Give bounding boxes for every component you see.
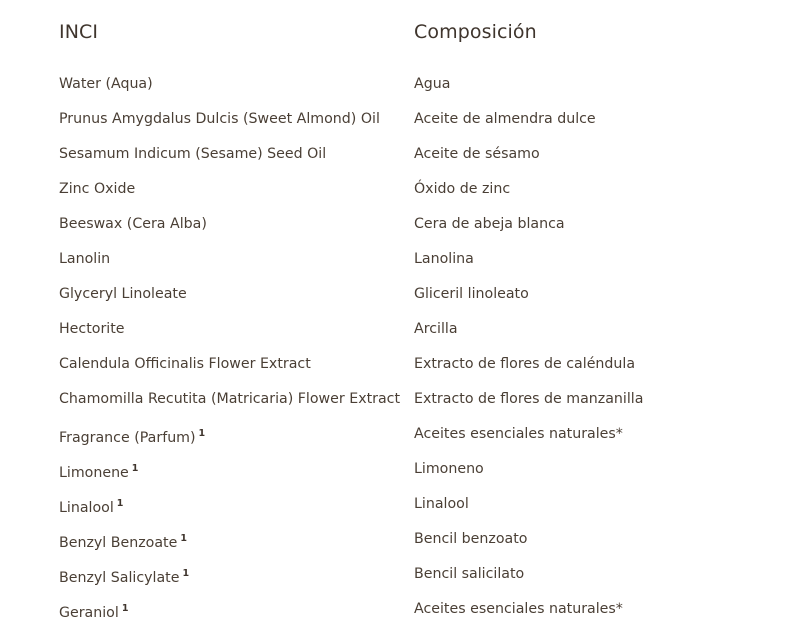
footnote-marker: 1 — [131, 463, 139, 474]
table-body — [59, 74, 759, 634]
inci-name: Glyceryl Linoleate — [59, 286, 187, 302]
composicion-cell: Aceite de almendra dulce — [414, 111, 596, 127]
table-row — [59, 144, 759, 179]
inci-name: Hectorite — [59, 321, 125, 337]
inci-cell — [59, 494, 414, 529]
footnote-marker: 1 — [121, 603, 129, 614]
composicion-cell: Agua — [414, 76, 451, 92]
inci-name: Benzyl Benzoate — [59, 535, 178, 551]
table-row — [59, 424, 759, 459]
table-row — [59, 179, 759, 214]
inci-name: Prunus Amygdalus Dulcis (Sweet Almond) Oil — [59, 111, 380, 127]
table-row — [59, 319, 759, 354]
inci-name: Zinc Oxide — [59, 181, 136, 197]
composicion-cell: Aceite de sésamo — [414, 146, 540, 162]
table-header-row — [59, 20, 759, 44]
inci-cell — [59, 179, 414, 214]
composicion-cell: Lanolina — [414, 251, 474, 267]
inci-name: Calendula Officinalis Flower Extract — [59, 356, 311, 372]
table-row — [59, 529, 759, 564]
ingredients-table — [59, 20, 759, 634]
inci-name: Linalool — [59, 500, 114, 516]
inci-name: Sesamum Indicum (Sesame) Seed Oil — [59, 146, 327, 162]
inci-name: Beeswax (Cera Alba) — [59, 216, 207, 232]
table-row — [59, 249, 759, 284]
composicion-cell: Bencil benzoato — [414, 531, 528, 547]
table-row — [59, 109, 759, 144]
inci-cell — [59, 459, 414, 494]
footnote-marker: 1 — [180, 533, 187, 544]
table-row — [59, 459, 759, 494]
inci-name: Chamomilla Recutita (Matricaria) Flower Extract — [59, 391, 401, 407]
inci-cell — [59, 144, 414, 179]
composicion-cell: Óxido de zinc — [414, 181, 511, 197]
inci-name: Limonene — [59, 465, 129, 481]
table-row — [59, 354, 759, 389]
inci-cell — [59, 109, 414, 144]
composicion-cell: Cera de abeja blanca — [414, 216, 565, 232]
table-row — [59, 214, 759, 249]
inci-cell — [59, 389, 414, 424]
inci-name: Fragrance (Parfum) — [59, 430, 196, 446]
inci-cell — [59, 354, 414, 389]
composicion-cell: Gliceril linoleato — [414, 286, 529, 302]
inci-cell — [59, 529, 414, 564]
inci-name: Water (Aqua) — [59, 76, 153, 92]
inci-cell — [59, 424, 414, 459]
inci-cell — [59, 249, 414, 284]
inci-cell — [59, 214, 414, 249]
composicion-cell: Aceites esenciales naturales* — [414, 426, 623, 442]
footnote-marker: 1 — [116, 498, 124, 509]
footnote-marker: 1 — [182, 568, 190, 579]
table-row — [59, 74, 759, 109]
composicion-cell: Arcilla — [414, 321, 458, 337]
composicion-cell: Extracto de flores de caléndula — [414, 356, 636, 372]
table-row — [59, 599, 759, 634]
inci-cell — [59, 74, 414, 109]
footnote-marker: 1 — [198, 428, 206, 439]
composicion-cell: Bencil salicilato — [414, 566, 525, 582]
inci-cell — [59, 284, 414, 319]
composicion-cell: Aceites esenciales naturales* — [414, 601, 623, 617]
inci-name: Lanolin — [59, 251, 111, 267]
inci-cell — [59, 319, 414, 354]
table-row — [59, 564, 759, 599]
inci-column-header: INCI — [59, 21, 99, 43]
inci-cell — [59, 599, 414, 634]
inci-cell — [59, 564, 414, 599]
composicion-cell: Limoneno — [414, 461, 484, 477]
table-row — [59, 284, 759, 319]
inci-name: Geraniol — [59, 605, 119, 621]
composicion-cell: Linalool — [414, 496, 469, 512]
table-row — [59, 494, 759, 529]
composicion-cell: Extracto de flores de manzanilla — [414, 391, 644, 407]
table-row — [59, 389, 759, 424]
composicion-column-header: Composición — [414, 21, 537, 43]
inci-name: Benzyl Salicylate — [59, 570, 180, 586]
